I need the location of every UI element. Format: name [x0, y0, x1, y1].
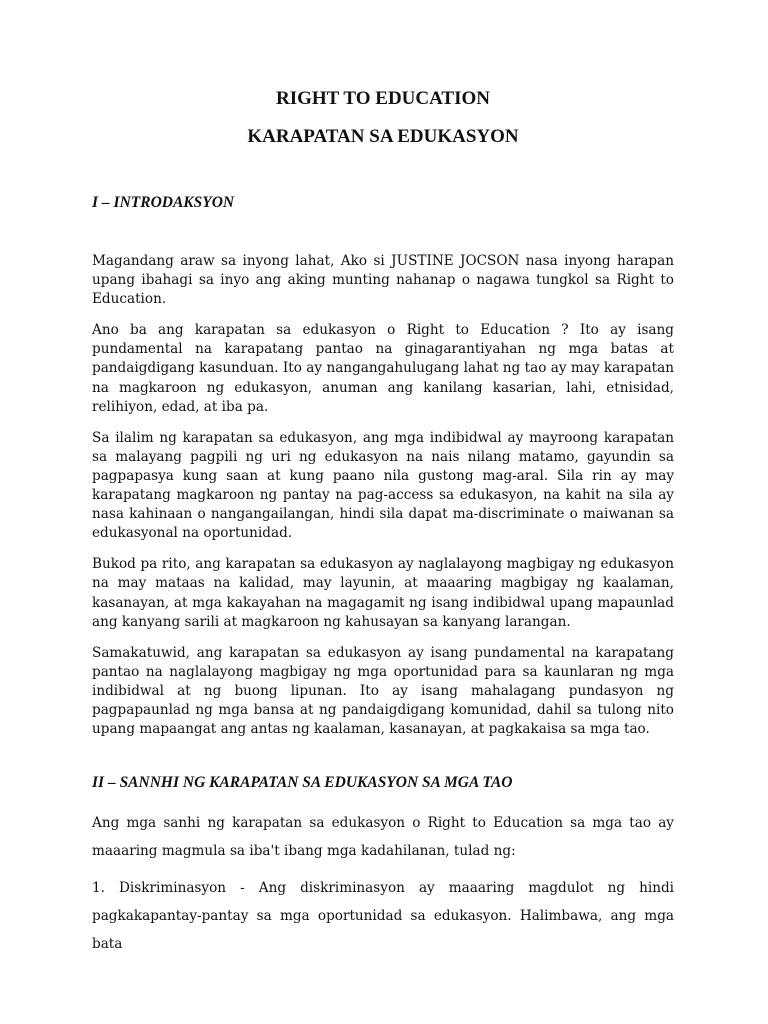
paragraph: Sa ilalim ng karapatan sa edukasyon, ang mga indibidwal ay mayroong karapatan sa malayang pagpili ng uri ng edukasyon na nais nilang matamo, gayundin sa pagpapasya kung saan at kung paano nila gustong mag-aral. Sila rin ay may karapatang magkaroon ng pantay na pag-access sa edukasyon, na kahit na sila ay nasa kahinaan o nangangailangan, hindi sila dapat ma-discriminate o maiwanan sa edukasyonal na oportunidad. — [92, 429, 674, 542]
paragraph: Samakatuwid, ang karapatan sa edukasyon ay isang pundamental na karapatang pantao na naglalayong magbigay ng mga oportunidad para sa kaunlaran ng mga indibidwal at ng buong lipunan. Ito ay isang mahalagang pundasyon ng pagpapaunlad ng mga bansa at ng pandaigdigang komunidad, dahil sa tulong nito upang mapaangat ang antas ng kaalaman, kasanayan, at pagkakaisa sa mga tao. — [92, 644, 674, 738]
paragraph: Ano ba ang karapatan sa edukasyon o Right to Education ? Ito ay isang pundamental na karapatang pantao na ginagarantiyahan ng mga batas at pandaigdigang kasunduan. Ito ay nangangahulugang lahat ng tao ay may karapatan na magkaroon ng edukasyon, anuman ang kanilang kasarian, lahi, etnisidad, relihiyon, edad, at iba pa. — [92, 322, 674, 415]
section-heading-introdaksyon: I – INTRODAKSYON — [92, 194, 235, 211]
document-subtitle: KARAPATAN SA EDUKASYON — [247, 126, 519, 147]
paragraph: Bukod pa rito, ang karapatan sa edukasyon ay naglalayong magbigay ng edukasyon na may mataas na kalidad, may layunin, at maaaring magbigay ng kaalaman, kasanayan, at mga kakayahan na magagamit ng isang indibidwal upang mapaunlad ang kanyang sarili at magkaroon ng kahusayan sa kanyang larangan. — [92, 556, 674, 630]
document-page — [92, 88, 674, 958]
document-title: RIGHT TO EDUCATION — [276, 88, 490, 109]
section-heading-sanhi: II – SANNHI NG KARAPATAN SA EDUKASYON SA MGA TAO — [92, 774, 513, 792]
paragraph: Magandang araw sa inyong lahat, Ako si JUSTINE JOCSON nasa inyong harapan upang ibahagi sa inyo ang aking munting nahanap o nagawa tungkol sa Right to Education. — [92, 253, 674, 308]
paragraph: Ang mga sanhi ng karapatan sa edukasyon o Right to Education sa mga tao ay maaaring magmula sa iba't ibang mga kadahilanan, tulad ng: — [92, 815, 674, 860]
list-item-diskriminasyon: 1. Diskriminasyon - Ang diskriminasyon ay maaaring magdulot ng hindi pagkakapantay-pantay sa mga oportunidad sa edukasyon. Halimbawa, ang mga bata — [92, 880, 674, 953]
